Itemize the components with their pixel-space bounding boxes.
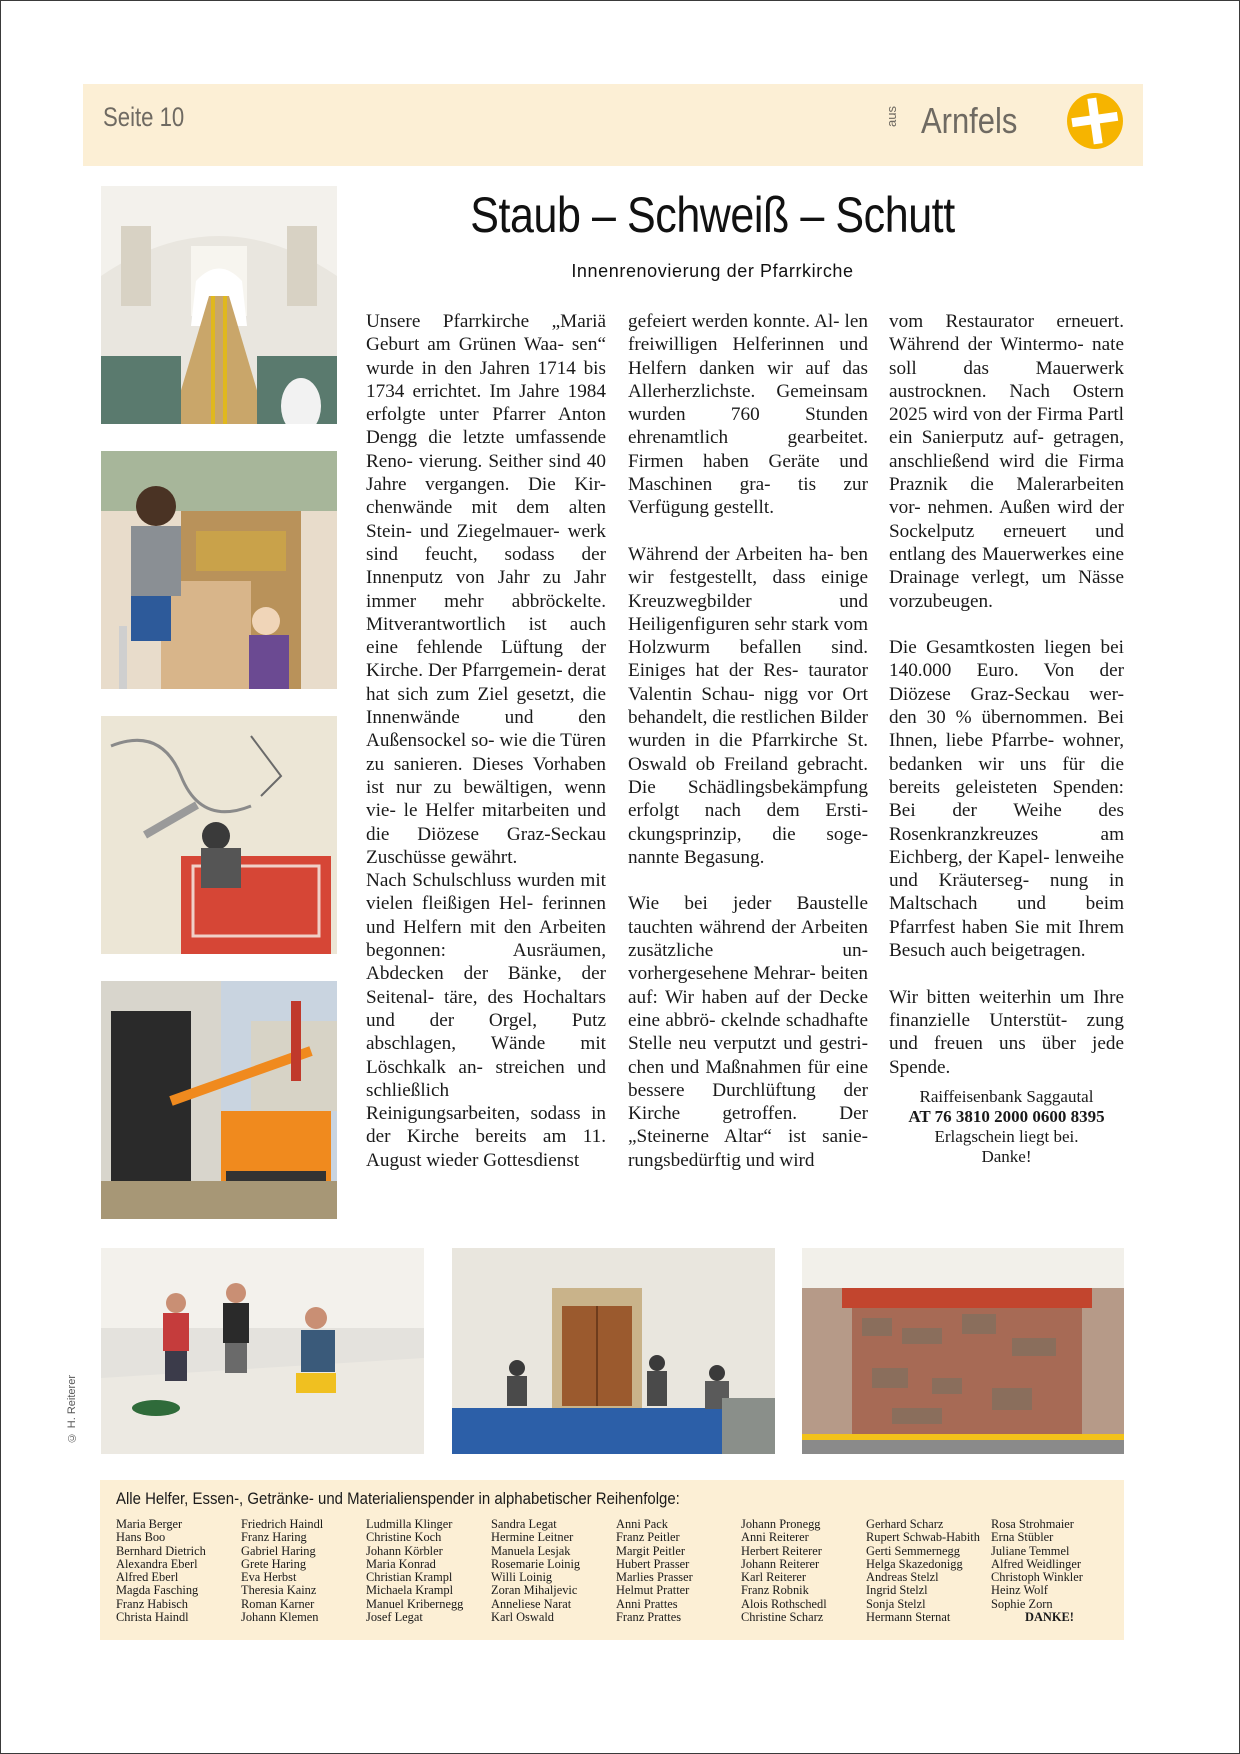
list-item: Magda Fasching [116,1583,199,1598]
list-item: Alfred Eberl [116,1570,179,1585]
place-name: Arnfels [921,100,1018,141]
list-item: Anni Pack [616,1517,668,1531]
photo-church-entrance-lift [101,981,337,1219]
bank-note: Erlagschein liegt bei. [934,1126,1079,1146]
photo-credit: © H. Reiterer [66,1375,78,1444]
list-item: Christine Scharz [741,1610,824,1625]
list-item: Gerti Semmernegg [866,1543,960,1558]
list-item: Christoph Winkler [991,1570,1083,1585]
page-header [83,84,1143,166]
paragraph: Wir bitten weiterhin um Ihre finanzielle Unterstüt- zung und freuen uns über jede Spende. [889,986,1124,1078]
article-column-2 [628,310,868,1172]
list-item: Manuel Kribernegg [366,1596,464,1611]
list-item: Franz Prattes [616,1610,682,1625]
list-item: Willi Loinig [491,1570,553,1585]
paragraph: Wie bei jeder Baustelle tauchten während der Arbeiten zusätzliche un- vorhergesehene Mehrar- beiten auf: Wir haben auf der Decke eine abbrö- ckelnde schadhafte Stelle neu verputzt und gestri- chen und Maßnahmen für eine bessere Durchlüftung der Kirche getroffen. Der „Steinerne Altar“ ist sanie- rungsbedürftig und wird [628,893,868,1171]
list-item: Anni Prattes [616,1596,678,1611]
helpers-column-5 [616,1518,693,1624]
helpers-column-6 [741,1518,827,1624]
list-item: Anneliese Narat [491,1596,572,1611]
list-item: Roman Karner [241,1596,315,1611]
list-item: Helga Skazedonigg [866,1556,963,1571]
paragraph: gefeiert werden konnte. Al- len freiwilligen Helferinnen und Helfern danken wir auf das Allerherzlichste. Gemeinsam wurden 760 Stunden ehrenamtlich gearbeitet. Firmen haben Geräte und Maschinen gra- tis zur Verfügung gestellt. [628,311,868,519]
photo-church-interior [101,186,337,424]
photo-restoration-altar [101,451,337,689]
list-item: Maria Berger [116,1517,183,1531]
helpers-column-1 [116,1518,206,1624]
list-item: Maria Konrad [366,1556,436,1571]
list-item: Franz Peitler [616,1530,680,1545]
paragraph: Die Gesamtkosten liegen bei 140.000 Euro. Von der Diözese Graz-Seckau wer- den 30 % übernommen. Bei Ihnen, liebe Pfarrbe- wohner, bedanken wir uns für die bereits geleisteten Spenden: Bei der Weihe des Rosenkranzkreuzes am Eichberg, der Kapel- lenweihe und Kräuterseg- nung in Maltschach und beim Pfarrfest haben Sie mit Ihrem Besuch auch beigetragen. [889,637,1124,962]
list-item: Johann Pronegg [741,1517,821,1531]
article-column-3 [889,310,1124,1167]
list-item: Gerhard Scharz [866,1517,944,1531]
photo-lift-platform [101,716,337,954]
list-item: Theresia Kainz [241,1583,317,1598]
list-item: Johann Klemen [241,1610,319,1625]
paragraph: vom Restaurator erneuert. Während der Wintermo- nate soll das Mauerwerk austrocknen. Nach Ostern 2025 wird von der Firma Partl ein Sanierputz auf- getragen, anschließend wird die Firma Praznik die Malerarbeiten vor- nehmen. Außen wird der Sockelputz erneuert und entlang des Mauerwerkes eine Drainage verlegt, um Nässe vorzubeugen. [889,311,1124,612]
list-item: Grete Haring [241,1556,307,1571]
helpers-box [100,1480,1124,1640]
list-item: Juliane Temmel [991,1543,1070,1558]
list-item: Friedrich Haindl [241,1517,324,1531]
helpers-column-8 [991,1518,1083,1624]
helpers-column-3 [366,1518,463,1624]
list-item: Johann Körbler [366,1543,443,1558]
list-item: Michaela Krampl [366,1583,454,1598]
aus-label: aus [884,106,899,127]
list-item: Ludmilla Klinger [366,1517,453,1531]
helpers-column-2 [241,1518,323,1624]
list-item: Helmut Pratter [616,1583,690,1598]
list-item: Sandra Legat [491,1517,557,1531]
helpers-column-7 [866,1518,980,1624]
list-item: Christa Haindl [116,1610,189,1625]
list-item: Karl Reiterer [741,1570,807,1585]
list-item: Christian Krampl [366,1570,453,1585]
helpers-heading: Alle Helfer, Essen-, Getränke- und Materialienspender in alphabetischer Reihenfolge: [116,1489,680,1508]
list-item: Johann Reiterer [741,1556,820,1571]
list-item: Sonja Stelzl [866,1596,926,1611]
list-item: Gabriel Haring [241,1543,316,1558]
photo-stone-altar [802,1248,1124,1454]
list-item: Marlies Prasser [616,1570,693,1585]
list-item: Margit Peitler [616,1543,685,1558]
list-item: Anni Reiterer [741,1530,809,1545]
article-column-1 [366,310,606,1172]
paragraph: Während der Arbeiten ha- ben wir festgestellt, dass einige Kreuzwegbilder und Heiligenfiguren sehr stark vom Holzwurm befallen sind. Einiges hat der Res- taurator Valentin Schau- nigg vor Ort behandelt, die restlichen Bilder wurden in die Pfarrkirche St. Oswald ob Freiland gebracht. Die Schädlingsbekämpfung erfolgt nach dem Ersti- ckungsprinzip, die soge- nannte Begasung. [628,543,868,868]
paragraph: Nach Schulschluss wurden mit vielen fleißigen Hel- ferinnen und Helfern mit den Arbeiten begonnen: Ausräumen, Abdecken der Bänke, der Seitenal- täre, des Hochaltars und der Orgel, Putz abschlagen, Wände mit Löschkalk an- streichen und schließlich Reinigungsarbeiten, sodass in der Kirche bereits am 11. August wieder Gottesdienst [366,870,606,1171]
list-item: Rosa Strohmaier [991,1517,1074,1531]
article-title: Staub – Schweiß – Schutt [470,187,955,243]
helpers-column-4 [491,1518,580,1624]
list-item: Franz Haring [241,1530,307,1545]
photo-workers-outside [101,1248,424,1454]
list-item: Josef Legat [366,1610,423,1625]
list-item: Ingrid Stelzl [866,1583,928,1598]
page-number: Seite 10 [103,102,185,132]
article-subtitle: Innenrenovierung der Pfarrkirche [571,261,854,281]
list-item: Hermann Sternat [866,1610,951,1625]
list-item: Heinz Wolf [991,1583,1048,1598]
list-item: Eva Herbst [241,1570,297,1585]
list-item: Sophie Zorn [991,1596,1053,1611]
list-item: Alexandra Eberl [116,1556,198,1571]
yellow-cross-icon [1066,92,1124,150]
list-item: Karl Oswald [491,1610,554,1625]
list-item: Rosemarie Loinig [491,1556,581,1571]
list-item: Alfred Weidlinger [991,1556,1081,1571]
list-item: Bernhard Dietrich [116,1543,206,1558]
helpers-thanks: DANKE! [1025,1610,1074,1625]
list-item: Zoran Mihaljevic [491,1583,578,1598]
list-item: Hubert Prasser [616,1556,690,1571]
list-item: Franz Habisch [116,1596,188,1611]
paragraph: Unsere Pfarrkirche „Mariä Geburt am Grünen Waa- sen“ wurde in den Jahren 1714 bis 1734 errichtet. Im Jahre 1984 erfolgte unter Pfarrer Anton Dengg die letzte umfassende Reno- vierung. Seither sind 40 Jahre vergangen. Die Kir- chenwände mit dem alten Stein- und Ziegelmauer- werk sind feucht, sodass der Innenputz von Jahr zu Jahr immer mehr abbröckelte. Mitverantwortlich ist auch eine fehlende Lüftung der Kirche. Der Pfarrgemein- derat hat sich zum Ziel gesetzt, die Innenwände und den Außensockel so- wie die Türen zu sanieren. Dieses Vorhaben ist nur zu bewältigen, wenn vie- le Helfer mitarbeiten und die Diözese Graz-Seckau Zuschüsse gewährt. [366,311,606,868]
list-item: Alois Rothschedl [741,1596,827,1611]
list-item: Hans Boo [116,1530,166,1545]
bank-name: Raiffeisenbank Saggautal [919,1086,1094,1106]
list-item: Franz Robnik [741,1583,809,1598]
list-item: Erna Stübler [991,1530,1054,1545]
list-item: Herbert Reiterer [741,1543,822,1558]
list-item: Andreas Stelzl [866,1570,939,1585]
list-item: Hermine Leitner [491,1530,574,1545]
list-item: Manuela Lesjak [491,1543,571,1558]
bank-details [889,1087,1124,1167]
list-item: Rupert Schwab-Habith [866,1530,980,1545]
bank-iban: AT 76 3810 2000 0600 8395 [908,1106,1105,1126]
list-item: Christine Koch [366,1530,442,1545]
photo-church-door-interior [452,1248,775,1454]
bank-thanks: Danke! [981,1146,1032,1166]
